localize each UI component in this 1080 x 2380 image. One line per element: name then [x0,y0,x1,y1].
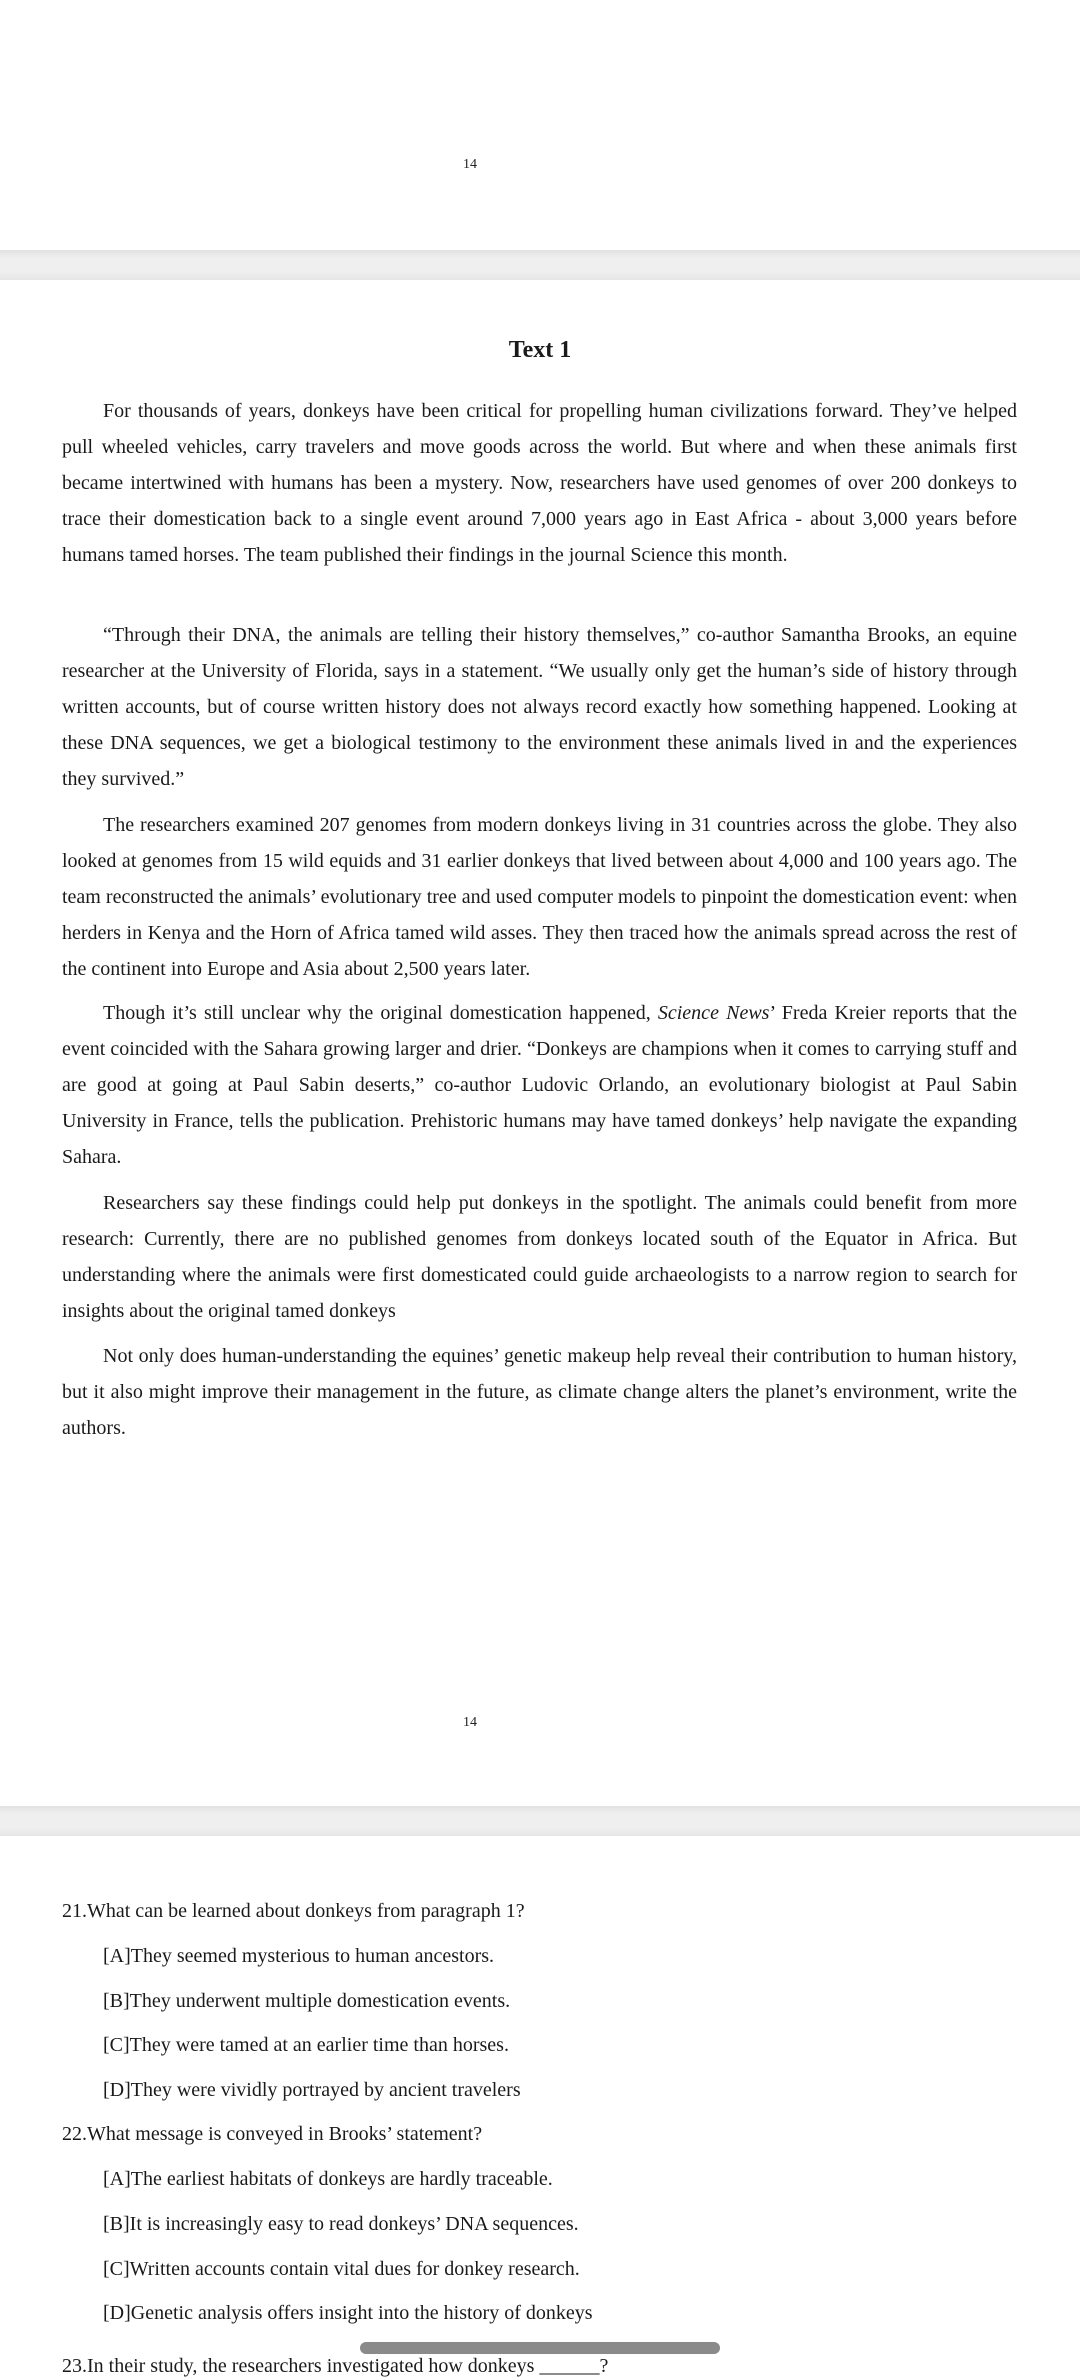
paragraph-5: Researchers say these findings could help put donkeys in the spotlight. The animals could benefit from more research: Currently, there are no published genomes from donkeys located south of the Equator in Africa. But understanding where the animals were first domesticated could guide archaeologists to a narrow region to search for insights about the original tamed donkeys [62,1192,1017,1322]
question-21: 21.What can be learned about donkeys from paragraph 1? [62,1900,525,1922]
option-21-b: [B]They underwent multiple domestication events. [103,1990,511,2012]
option-22-d: [D]Genetic analysis offers insight into the history of donkeys [103,2302,593,2324]
option-21-d: [D]They were vividly portrayed by ancient travelers [103,2079,521,2101]
paragraph-4 [62,995,1017,1175]
option-21-a: [A]They seemed mysterious to human ancestors. [103,1945,495,1967]
paragraph-4-text-b: ’ Freda Kreier reports that the event coincided with the Sahara growing larger and drier. “Donkeys are champions when it comes to carrying stuff and are good at going at Paul Sabin deserts,” co-author Ludovic Orlando, an evolutionary biologist at Paul Sabin University in France, tells the publication. Prehistoric humans may have tamed donkeys’ help navigate the expanding Sahara. [62,1002,1017,1168]
page-number: 14 [463,157,477,172]
publication-name: Science News [657,1002,770,1024]
paragraph-1: For thousands of years, donkeys have been critical for propelling human civilizations forward. They’ve helped pull wheeled vehicles, carry travelers and move goods across the world. But where and when these animals first became intertwined with humans has been a mystery. Now, researchers have used genomes of over 200 donkeys to trace their domestication back to a single event around 7,000 years ago in East Africa - about 3,000 years before humans tamed horses. The team published their findings in the journal Science this month. [62,400,1017,566]
page-number: 14 [463,1715,477,1730]
paragraph-4-text-a: Though it’s still unclear why the original domestication happened, [103,1002,658,1024]
question-22: 22.What message is conveyed in Brooks’ statement? [62,2123,483,2145]
paragraph-6: Not only does human-understanding the equines’ genetic makeup help reveal their contribution to human history, but it also might improve their management in the future, as climate change alters the planet’s environment, write the authors. [62,1345,1017,1439]
paragraph-2: “Through their DNA, the animals are telling their history themselves,” co-author Samantha Brooks, an equine researcher at the University of Florida, says in a statement. “We usually only get the human’s side of history through written accounts, but of course written history does not always record exactly how something happened. Looking at these DNA sequences, we get a biological testimony to the environment these animals lived in and the experiences they survived.” [62,624,1017,790]
option-21-c: [C]They were tamed at an earlier time than horses. [103,2034,509,2056]
paragraph-3: The researchers examined 207 genomes from modern donkeys living in 31 countries across the globe. They also looked at genomes from 15 wild equids and 31 earlier donkeys that lived between about 4,000 and 100 years ago. The team reconstructed the animals’ evolutionary tree and used computer models to pinpoint the domestication event: when herders in Kenya and the Horn of Africa tamed wild asses. They then traced how the animals spread across the rest of the continent into Europe and Asia about 2,500 years later. [62,814,1017,980]
option-22-c: [C]Written accounts contain vital dues for donkey research. [103,2258,580,2280]
question-23: 23.In their study, the researchers investigated how donkeys ______? [62,2355,609,2377]
page-gap [0,1806,1080,1836]
option-22-b: [B]It is increasingly easy to read donkeys’ DNA sequences. [103,2213,579,2235]
horizontal-scrollbar-thumb[interactable] [360,2342,720,2354]
document-page-1 [0,0,1080,250]
option-22-a: [A]The earliest habitats of donkeys are hardly traceable. [103,2168,553,2190]
page-gap [0,250,1080,280]
text-title: Text 1 [508,337,572,363]
